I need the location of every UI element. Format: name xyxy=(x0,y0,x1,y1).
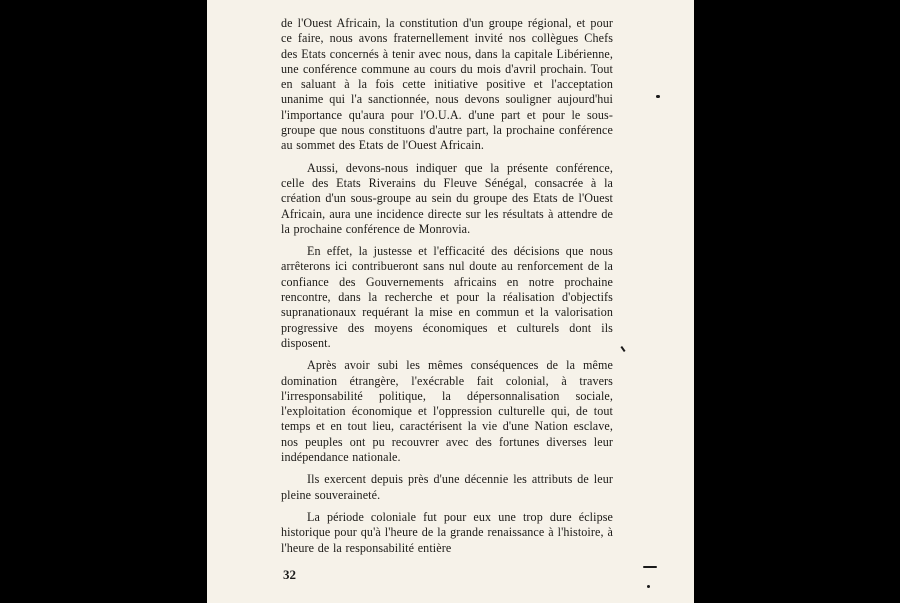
paragraph-1: de l'Ouest Africain, la constitution d'un groupe régional, et pour ce faire, nous avons fraternellement invité nos collègues Chefs des Etats concernés à tenir avec nous, dans la capitale Libérienne, une conférence commune au cours du mois d'avril prochain. Tout en saluant à la fois cette initiative positive et l'acceptation unanime qui l'a sanctionnée, nous devons souligner aujourd'hui l'importance qu'aura pour l'O.U.A. d'une part et pour le sous-groupe que nous constituons d'autre part, la prochaine conférence au sommet des Etats de l'Ouest Africain. xyxy=(281,16,613,153)
document-page xyxy=(207,0,694,603)
body-text xyxy=(281,16,613,563)
ink-speck xyxy=(647,585,650,588)
paragraph-3: En effet, la justesse et l'efficacité des décisions que nous arrêterons ici contribueront sans nul doute au renforcement de la confiance des Gouvernements africains en notre prochaine rencontre, dans la recherche et pour la réalisation d'objectifs supranationaux requérant la mise en commun et la valorisation progressive des moyens économiques et culturels dont ils disposent. xyxy=(281,244,613,350)
page-number: 32 xyxy=(283,567,296,582)
paragraph-6: La période coloniale fut pour eux une trop dure éclipse historique pour qu'à l'heure de la grande renaissance à l'histoire, à l'heure de la responsabilité entière xyxy=(281,509,613,555)
ink-speck xyxy=(643,566,657,568)
paragraph-5: Ils exercent depuis près d'une décennie les attributs de leur pleine souveraineté. xyxy=(281,472,613,502)
ink-speck xyxy=(656,95,660,98)
ink-speck xyxy=(620,346,625,352)
paragraph-2: Aussi, devons-nous indiquer que la présente conférence, celle des Etats Riverains du Fleuve Sénégal, consacrée à la création d'un sous-groupe au sein du groupe des Etats de l'Ouest Africain, aura une incidence directe sur les résultats à attendre de la prochaine conférence de Monrovia. xyxy=(281,160,613,236)
paragraph-4: Après avoir subi les mêmes conséquences de la même domination étrangère, l'exécrable fait colonial, à travers l'irresponsabilité politique, la dépersonnalisation sociale, l'exploitation économique et l'oppression culturelle qui, de tout temps et en tout lieu, caractérisent la vie d'une Nation esclave, nos peuples ont pu recouvrer avec des fortunes diverses leur indépendance nationale. xyxy=(281,358,613,465)
